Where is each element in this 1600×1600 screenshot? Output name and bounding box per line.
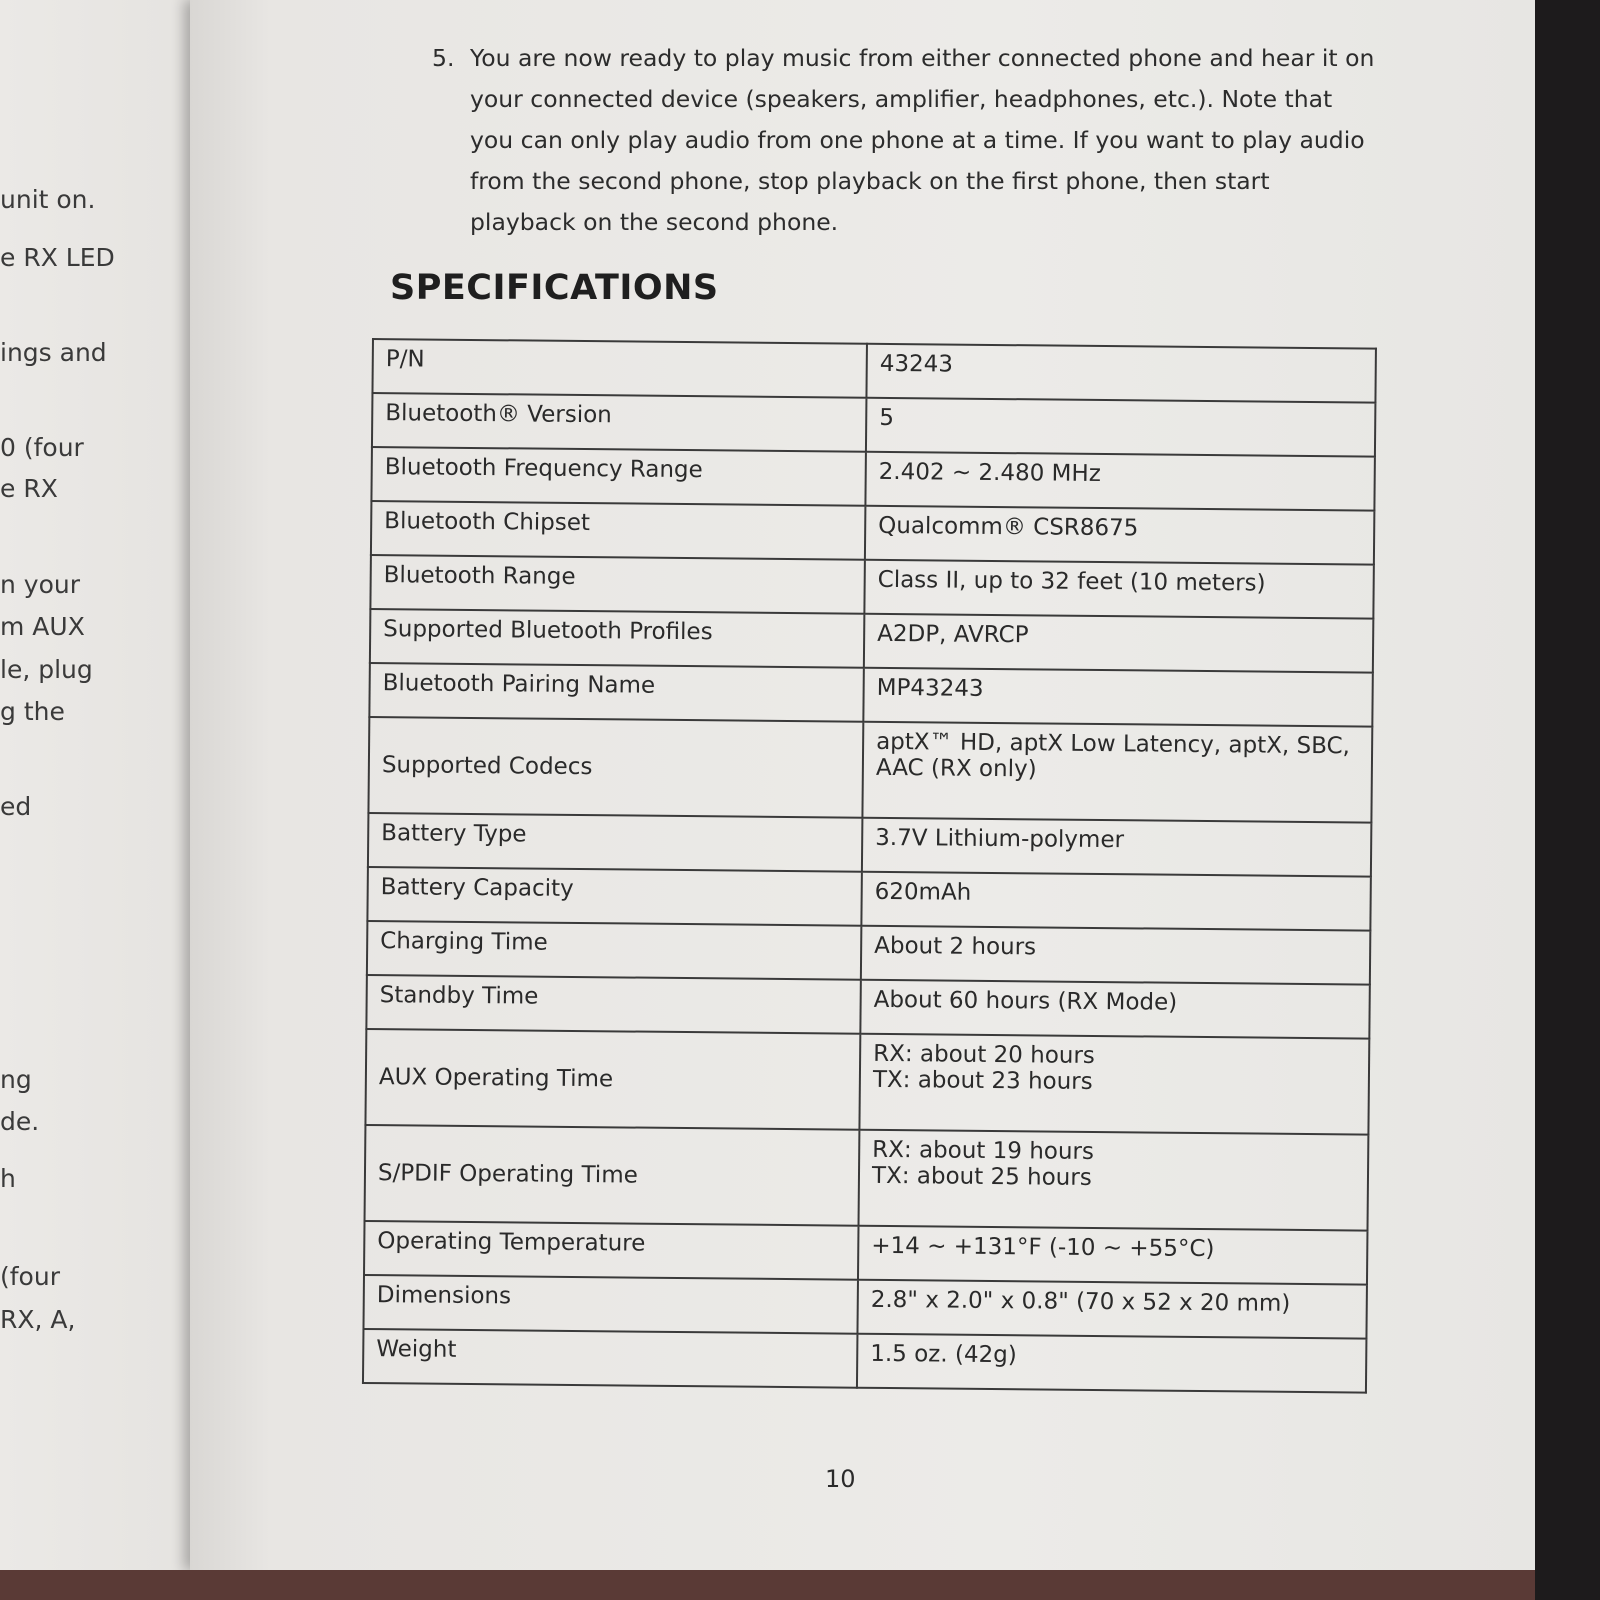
background-edge-bottom [0,1570,1535,1600]
spec-label: Battery Type [368,813,862,872]
specifications-table [362,338,1377,1394]
spec-value-line: RX: about 19 hours [872,1136,1095,1165]
spec-value: Qualcomm® CSR8675 [865,506,1374,565]
spec-label: Weight [363,1329,857,1388]
spec-row [372,393,1375,457]
left-page-fragment: 0 (four [0,433,84,462]
spec-row [366,975,1369,1039]
spec-label: Dimensions [363,1275,857,1334]
spec-row [365,1029,1369,1135]
spec-row [370,555,1373,619]
left-page-fragment: e RX LED [0,243,115,272]
spec-value: 620mAh [861,872,1370,931]
spec-label: P/N [372,339,866,398]
page-number: 10 [825,1465,856,1493]
spec-value: 2.402 ~ 2.480 MHz [865,452,1374,511]
left-page-fragment: (four [0,1262,60,1291]
left-page-fragment: ng [0,1065,32,1094]
left-page-fragment: RX, A, [0,1305,76,1334]
spec-value: +14 ~ +131°F (-10 ~ +55°C) [858,1226,1367,1285]
spec-label: Bluetooth Frequency Range [371,447,865,506]
left-page-fragment: unit on. [0,185,96,214]
spec-row [365,1125,1369,1231]
left-page-fragment: h [0,1164,16,1193]
spec-value-line: TX: about 25 hours [871,1162,1092,1191]
spec-label: Bluetooth Range [370,555,864,614]
left-page-fragment: n your [0,570,81,599]
spec-label: S/PDIF Operating Time [365,1125,860,1226]
spec-row [368,717,1372,823]
spec-value: About 60 hours (RX Mode) [860,980,1369,1039]
left-page-fragment: le, plug [0,655,93,684]
spec-label: Supported Codecs [368,717,863,818]
spec-row [363,1275,1366,1339]
spec-row [371,447,1374,511]
spec-value-line: AAC (RX only) [875,754,1037,783]
spec-label: Battery Capacity [367,867,861,926]
spec-value: A2DP, AVRCP [864,614,1373,673]
spec-label: Bluetooth Chipset [371,501,865,560]
spec-row [370,609,1373,673]
spec-value: 1.5 oz. (42g) [857,1334,1366,1393]
spec-label: Charging Time [367,921,861,980]
left-page-fragment: e RX [0,474,58,503]
spec-value-line: aptX™ HD, aptX Low Latency, aptX, SBC, [876,728,1351,760]
spec-value: Class II, up to 32 feet (10 meters) [864,560,1373,619]
spec-value: 3.7V Lithium-polymer [862,818,1371,877]
spec-value [859,1130,1369,1231]
step-number: 5. [432,44,455,72]
spec-label: Standby Time [366,975,860,1034]
instruction-step [432,38,1382,243]
spec-row [364,1221,1367,1285]
background-edge [1535,0,1600,1600]
spec-row [369,663,1372,727]
spec-row [372,339,1375,403]
spec-row [368,813,1371,877]
left-page-fragment: ings and [0,338,107,367]
spec-row [367,867,1370,931]
spec-label: Operating Temperature [364,1221,858,1280]
spec-row [371,501,1374,565]
spec-value [859,1034,1369,1135]
left-page-fragment: g the [0,697,65,726]
spec-value-line: RX: about 20 hours [873,1040,1095,1069]
spec-value: 2.8" x 2.0" x 0.8" (70 x 52 x 20 mm) [857,1280,1366,1339]
spec-value: 43243 [866,344,1375,403]
spec-value: MP43243 [863,668,1372,727]
specifications-heading: SPECIFICATIONS [390,268,719,308]
spec-label: Bluetooth® Version [372,393,866,452]
spec-label: Bluetooth Pairing Name [369,663,863,722]
left-page-fragment: de. [0,1107,40,1136]
spec-value [862,722,1372,823]
spec-value: About 2 hours [861,926,1370,985]
spec-row [367,921,1370,985]
left-page-fragment: ed [0,792,32,821]
step-text: You are now ready to play music from either connected phone and hear it on your connected device (speakers, amplifier, headphones, etc.). Note that you can only play audio from one phone at a time. If you want to play audio from the second phone, stop playback on the first phone, then start playback on the second phone. [470,44,1375,236]
spec-label: AUX Operating Time [365,1029,860,1130]
spec-label: Supported Bluetooth Profiles [370,609,864,668]
spec-row [363,1329,1366,1393]
spec-value-line: TX: about 23 hours [872,1066,1093,1095]
spec-value: 5 [866,398,1375,457]
left-page-fragment: m AUX [0,612,85,641]
